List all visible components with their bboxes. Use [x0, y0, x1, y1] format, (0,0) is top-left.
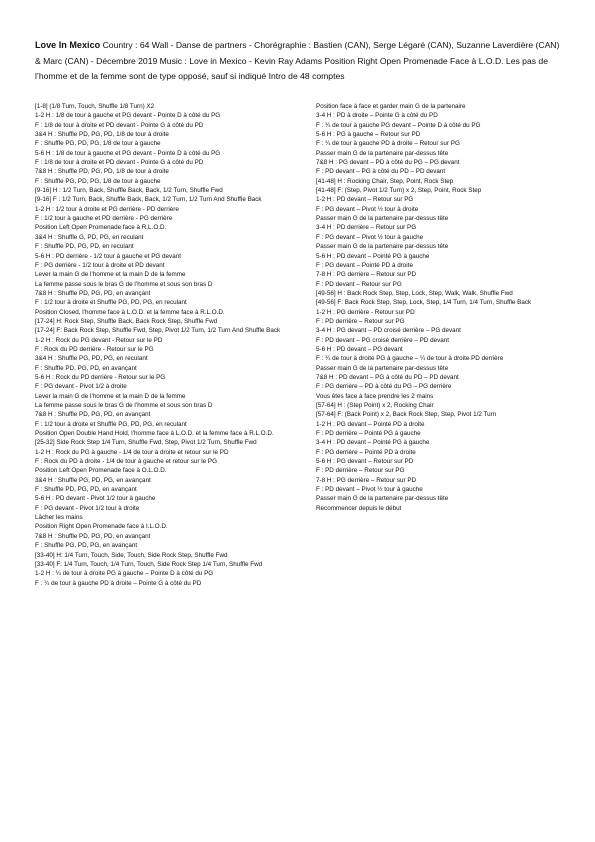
step-line: La femme passe sous le bras G de l’homme et sous son bras D — [35, 402, 213, 409]
step-line: [33-40] H: 1/4 Turn, Touch, Side, Touch, Side Rock Step, Shuffle Fwd — [35, 551, 228, 559]
step-line: F : PG devant – Pivot ½ tour à droite — [316, 205, 419, 213]
step-line: 5-6 H : 1/8 de tour à gauche et PG devant - Pointe D à côté du PG — [35, 149, 221, 157]
step-line: F : ¼ de tour à gauche PD à droite – Retour sur PG — [316, 140, 460, 148]
step-line: F : ¼ de tour à gauche PG devant – Pointe D à côté du PG — [316, 121, 481, 129]
step-line: [57-64] F: (Back Point) x 2, Back Rock Step, Step, Pivot 1/2 Turn — [316, 411, 497, 419]
step-line: Recommencer depuis le début — [316, 504, 402, 512]
step-line: 1-2 H : PG devant – Pointé PD à droite — [316, 420, 425, 428]
step-line: Position Closed, l’homme face à L.O.D. et la femme face à R.L.O.D. — [35, 308, 225, 316]
header-description: Country : 64 Wall - Danse de partners - Chorégraphie : Bastien (CAN), Serge Légaré (CAN), Suzanne Laverdière (CAN) & Marc (CAN) - Décembre 2019 Music : Love in Mexico - Kevin Ray Adams Position Right Open Promenade Face à L.O.D. Les pas de l’homme et de la femme sont de type opposé, sauf si indiqué Intro de 48 comptes — [35, 40, 560, 82]
step-line: Lâcher les mains — [35, 514, 83, 522]
step-line: 5-6 H : PD devant – PG devant — [316, 345, 403, 353]
step-line: 3-4 H : PD à droite – Pointe G à côté du PD — [316, 112, 438, 120]
step-line: Position face à face et garder main G de la partenaire — [316, 103, 466, 110]
step-line: F : Shuffle PG, PD, PG, 1/8 de tour à gauche — [35, 177, 161, 185]
step-line: Position Open Double Hand Hold, l’homme face à L.O.D. et la femme face à R.L.O.D. — [35, 430, 274, 438]
step-line: F : Shuffle PG, PD, PG, 1/8 de tour à gauche — [35, 140, 161, 148]
step-line: [49-56] F: Back Rock Step, Step, Lock, Step, 1/4 Turn, 1/4 Turn, Shuffle Back — [316, 299, 532, 307]
step-line: 3&4 H : Shuffle PD, PG, PD, 1/8 de tour à droite — [35, 131, 169, 139]
step-line: F : PG devant - Pivot 1/2 tour à droite — [35, 504, 140, 512]
step-line: 1-2 H : 1/8 de tour à gauche et PG devant - Pointe D à côté du PG — [35, 112, 221, 120]
step-line: Position Right Open Promenade face à I.L.O.D. — [35, 523, 168, 531]
step-line: Passer main G de la partenaire par-dessus tête — [316, 215, 449, 223]
step-line: [33-40] F: 1/4 Turn, Touch, 1/4 Turn, Touch, Side Rock Step 1/4 Turn, Shuffle Fwd — [35, 560, 263, 568]
step-line: F : PD devant – Retour sur PG — [316, 280, 402, 288]
step-line: 1-2 H : Rock du PG devant - Retour sur le PD — [35, 336, 163, 344]
step-line: F : Shuffle PD, PG, PD, en reculant — [35, 243, 134, 251]
step-line: F : PG derrière – Pointé PD à droite — [316, 448, 416, 456]
step-line: F : PG devant - Pivot 1/2 à droite — [35, 383, 127, 391]
step-line: 3-4 H : PD derrière – Retour sur PG — [316, 224, 417, 232]
step-line: [9-16] H : 1/2 Turn, Back, Shuffle Back, Back, 1/2 Turn, Shuffle Fwd — [35, 187, 223, 195]
step-line: [17-24] F: Back Rock Step, Shuffle Fwd, Step, Pivot 1/2 Turn, 1/2 Turn And Shuffle Back — [35, 327, 281, 335]
step-line: [57-64] H : (Step Point) x 2, Rocking Chair — [316, 402, 434, 409]
step-line: 3&4 H : Shuffle PG, PD, PG, en avançant — [35, 476, 151, 484]
step-line: F : PG derrière – PD à côté du PG – PG derrière — [316, 383, 452, 391]
step-line: F : PD derrière – Retour sur PG — [316, 317, 405, 325]
step-line: F : 1/2 tour à gauche et PD derrière - PG derrière — [35, 215, 173, 223]
step-line: F : 1/8 de tour à droite et PD devant - Pointe G à côté du PD — [35, 121, 204, 129]
step-line: F : ¼ de tour à droite PG à gauche – ¼ de tour à droite PD derrière — [316, 355, 504, 363]
step-line: 3-4 H : PG devant – PD croisé derrière – PG devant — [316, 327, 461, 335]
step-line: F : 1/2 tour à droite et Shuffle PG, PD, PG, en reculant — [35, 299, 187, 307]
step-line: 5-6 H : PG devant – Retour sur PD — [316, 458, 414, 466]
step-line: 1-2 H : 1/2 tour à droite et PG derrière - PD derrière — [35, 205, 179, 213]
step-line: 1-2 H : ¼ de tour à droite PG à gauche – Pointe D à côté du PG — [35, 570, 214, 578]
step-line: [41-48] F: (Step, Pivot 1/2 Turn) x 2, Step, Point, Rock Step — [316, 187, 482, 195]
step-line: Passer main G de la partenaire par-dessus tête — [316, 149, 449, 157]
step-line: 7&8 H : Shuffle PD, PG, PD, en avançant — [35, 532, 151, 540]
document-page — [35, 38, 565, 85]
step-line: Lever la main G de l’homme et la main D de la femme — [35, 392, 186, 400]
step-line: 7&8 H : Shuffle PD, PG, PD, 1/8 de tour à droite — [35, 168, 169, 176]
step-line: 3&4 H : Shuffle G, PD, PG, en reculant — [35, 233, 144, 241]
step-line: La femme passe sous le bras G de l’homme et sous son bras D — [35, 280, 213, 288]
step-line: F : 1/8 de tour à droite et PD devant - Pointe G à côté du PD — [35, 159, 204, 167]
step-line: [41-48] H : Rocking Chair, Step, Point, Rock Step — [316, 177, 454, 185]
step-line: F : PD devant – PG croisé derrière – PD devant — [316, 336, 449, 344]
step-line: F : ¼ de tour à gauche PD à droite – Pointe G à côté du PD — [35, 579, 202, 587]
step-line: F : 1/2 tour à droite et Shuffle PG, PD, PG, en reculant — [35, 420, 187, 428]
step-line: 7-8 H : PG derrière – Retour sur PD — [316, 476, 417, 484]
step-line: F : PG devant – Pointé PD à droite — [316, 261, 413, 269]
step-line: [9-16] F : 1/2 Turn, Back, Shuffle Back, Back, 1/2 Turn, 1/2 Turn And Shuffle Back — [35, 196, 262, 204]
step-line: F : Shuffle PD, PG, PD, en avançant — [35, 364, 137, 372]
step-line: Passer main G de la partenaire par-dessus tête — [316, 495, 449, 503]
step-line: 7&8 H : Shuffle PD, PG, PD, en avançant — [35, 289, 151, 297]
step-line: 5-6 H : PD devant - Pivot 1/2 tour à gauche — [35, 495, 156, 503]
step-line: 1-2 H : PD devant – Retour sur PG — [316, 196, 414, 204]
step-line: [17-24] H: Rock Step, Shuffle Back, Back Rock Step, Shuffle Fwd — [35, 317, 218, 325]
step-line: F : PG derrière - 1/2 tour à droite et PD devant — [35, 261, 165, 269]
step-line: 3&4 H : Shuffle PG, PD, PG, en reculant — [35, 355, 148, 363]
step-line: [25-32] Side Rock Step 1/4 Turn, Shuffle Fwd, Step, Pivot 1/2 Turn, Shuffle Fwd — [35, 439, 257, 447]
dance-title: Love In Mexico — [35, 40, 101, 50]
step-line: F : PD derrière – Pointé PG à gauche — [316, 430, 421, 438]
step-line: 5-6 H : PD derrière - 1/2 tour à gauche et PG devant — [35, 252, 181, 260]
step-line: Position Left Open Promenade face à R.L.O.D. — [35, 224, 167, 232]
right-column — [316, 102, 562, 513]
step-line: F : PD derrière – Retour sur PG — [316, 467, 405, 475]
step-line: [1-8] (1/8 Turn, Touch, Shuffle 1/8 Turn) X2 — [35, 103, 155, 110]
step-line: 5-6 H : Rock du PD derrière - Retour sur le PG — [35, 373, 166, 381]
step-line: 7-8 H : PG derrière – Retour sur PD — [316, 271, 417, 279]
step-line: F : PG devant – Pivot ½ tour à gauche — [316, 233, 424, 241]
step-line: Position Left Open Promenade face à O.L.O.D. — [35, 467, 167, 475]
step-line: Passer main G de la partenaire par-dessus tête — [316, 364, 449, 372]
step-line: 7&8 H : PD devant – PG à côté du PD – PD devant — [316, 373, 459, 381]
step-line: 5-6 H : PG à gauche – Retour sur PD — [316, 131, 421, 139]
step-line: 1-2 H : PG derrière - Retour sur PD — [316, 308, 415, 316]
step-line: F : PD devant – PG à côté du PD – PD devant — [316, 168, 446, 176]
step-line: 5-6 H : PD devant – Pointé PG à gauche — [316, 252, 430, 260]
step-line: F : Shuffle PG, PD, PG, en avançant — [35, 542, 138, 550]
step-line: F : Rock du PD à droite - 1/4 de tour à gauche et retour sur le PG — [35, 458, 218, 466]
step-line: F : PD devant – Pivot ½ tour à gauche — [316, 486, 423, 494]
step-line: 1-2 H : Rock du PG à gauche - 1/4 de tour à droite et retour sur le PD — [35, 448, 229, 456]
step-line: F : Rock du PD derrière - Retour sur le PG — [35, 345, 154, 353]
step-line: [49-56] H : Back Rock Step, Step, Lock, Step, Walk, Walk, Shuffle Fwd — [316, 289, 513, 297]
header-paragraph — [35, 38, 560, 85]
step-line: Lever la main G de l’homme et la main D de la femme — [35, 271, 186, 279]
step-line: Passer main G de la partenaire par-dessus tête — [316, 243, 449, 251]
step-line: 3-4 H : PD devant – Pointé PG à gauche — [316, 439, 430, 447]
step-line: F : Shuffle PD, PG, PD, en avançant — [35, 486, 137, 494]
step-line: 7&8 H : PG devant – PD à côté du PG – PG devant — [316, 159, 460, 167]
step-line: 7&8 H : Shuffle PD, PG, PD, en avançant — [35, 411, 151, 419]
step-line: Vous êtes face à face prendre les 2 mains — [316, 392, 434, 400]
left-column — [35, 102, 297, 588]
